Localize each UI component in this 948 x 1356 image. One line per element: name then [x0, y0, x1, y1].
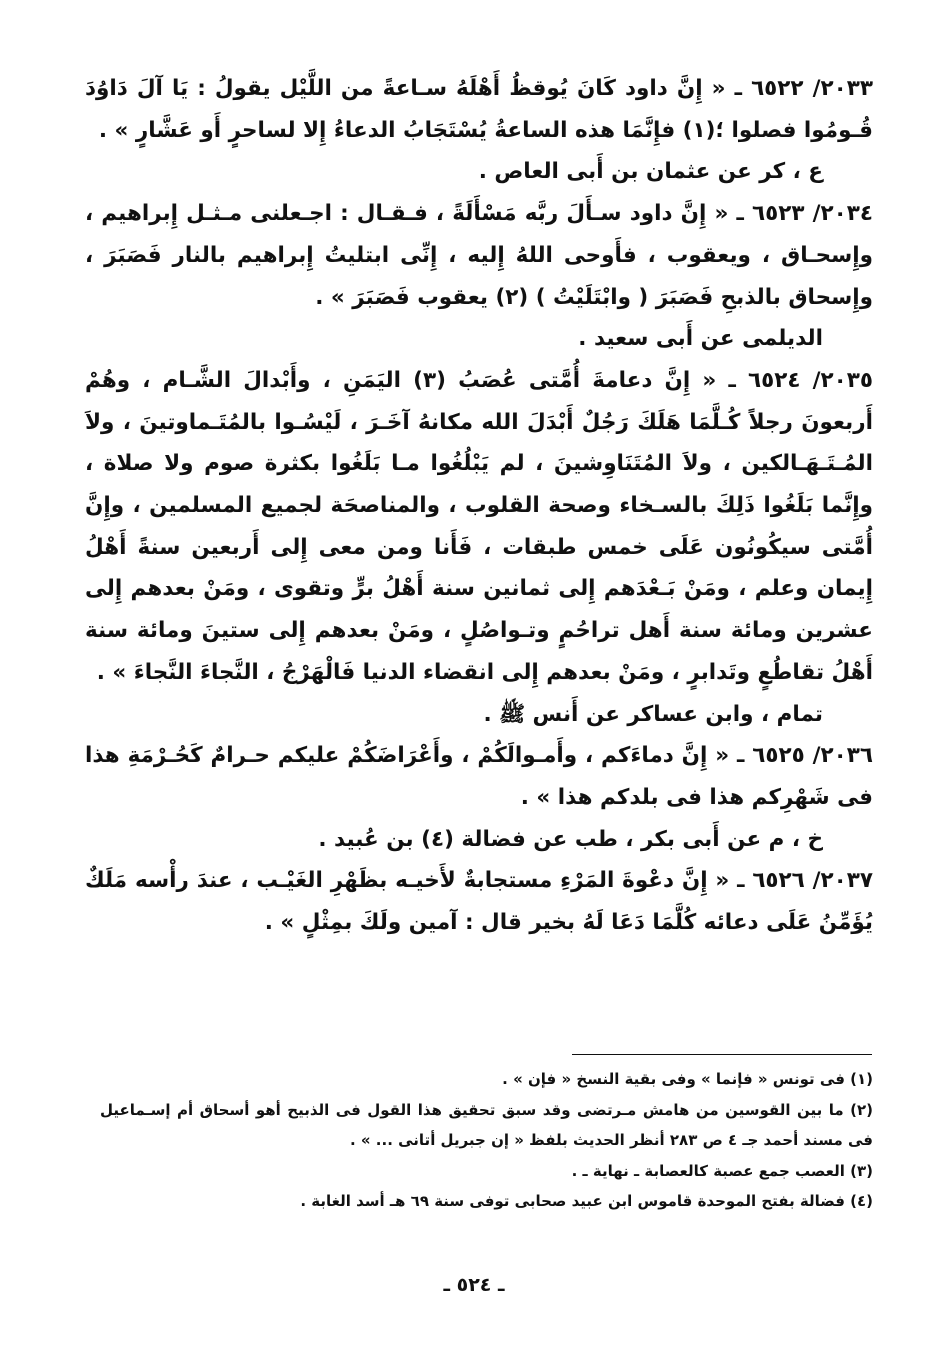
footnote-divider — [572, 1054, 872, 1055]
footnotes — [100, 1064, 873, 1217]
page-number: ـ ٥٢٤ ـ — [443, 1274, 505, 1296]
main-text — [85, 68, 873, 944]
source-2036: خ ، م عن أَبى بكر ، طب عن فضالة (٤) بن عُبيد . — [318, 826, 823, 852]
source-2035: تمام ، وابن عساكر عن أَنس ﷺ . — [483, 701, 823, 727]
source-2034: الديلمى عن أَبى سعيد . — [578, 326, 823, 352]
footnote-4: (٤) فضالة بفتح الموحدة قاموس ابن عبيد صحابى توفى سنة ٦٩ هـ أسد الغابة . — [300, 1192, 873, 1210]
hadith-2033: ٢٠٣٣/ ٦٥٢٢ ـ « إِنَّ داود كَانَ يُوقظُ أَهْلَهُ سـاعةً من اللَّيْل يقولُ : يَا آلَ دَاوُدَ قُـومُوا فصلوا ؛(١) فإِنَّمَا هذه الساعةُ يُسْتَجَابُ الدعاءُ إِلا لساحرٍ أَو عَشَّارٍ » . — [85, 76, 873, 143]
hadith-2034: ٢٠٣٤/ ٦٥٢٣ ـ « إِنَّ داود سـأَلَ ربَّه مَسْأَلَةً ، فـقـال : اجـعلنى مـثـل إِبراهيم ، وإِسحـاق ، ويعقوب ، فأَوحى اللهُ إِليه ، إِنِّى ابتليتُ إِبراهيم بالنار فَصَبَرَ ، وإِسحاق بالذبحِ فَصَبَرَ ( وابْتَلَيْتُ ) (٢) يعقوب فَصَبَرَ » . — [85, 201, 874, 310]
hadith-2037: ٢٠٣٧/ ٦٥٢٦ ـ « إِنَّ دعْوةَ المَرْءِ مستجابةٌ لأَخيـه بظَهْرِ الغَيْـب ، عندَ رأْسه مَلَكٌ يُؤَمِّنُ عَلَى دعائه كُلَّمَا دَعَا لَهُ بخير قال : آمين ولَكَ بمِثْلٍ » . — [85, 868, 873, 936]
hadith-2036: ٢٠٣٦/ ٦٥٢٥ ـ « إِنَّ دماءَكم ، وأَمـوالَكُمْ ، وأَعْرَاضَكُمْ عليكم حـرامٌ كَحُـرْمَةِ هذا فى شَهْرِكم هذا فى بلدكم هذا » . — [85, 743, 873, 810]
footnote-3: (٣) العصب جمع عصبة كالعصابة ـ نهاية ـ . — [571, 1161, 873, 1180]
source-2033: ع ، كر عن عثمان بن أَبى العاص . — [478, 159, 823, 185]
hadith-2035: ٢٠٣٥/ ٦٥٢٤ ـ « إِنَّ دعامةَ أُمَّتى عُصَبُ (٣) اليَمَنِ ، وأَبْدالَ الشَّـام ، وهُمْ أَربعونَ رجلاً كُـلَّمَا هَلَكَ رَجُلٌ أَبْدَلَ الله مكانهُ آخَـرَ ، لَيْسُـوا بالمُتَـماوتينَ ، ولاَ المُـتَـهَـالكين ، ولاَ المُتَنَاوِشينَ ، لم يَبْلُغُوا مـا بَلَغُوا بكثرة صوم ولا صلاة ، وإِنَّما بَلَغُوا ذَلِكَ بالسـخاء وصحة القلوب ، والمناصحَة لجميع المسلمين ، وإِنَّ أُمَّتى سيكُونُون عَلَى خمس طبقات ، فَأَنا ومن معى إِلى أَربعين سنةً أَهْلُ إِيمان وعلم ، ومَنْ بَـعْدَهم إِلى ثمانين سنة أَهْلُ برٍّ وتقوى ، ومَنْ بعدهم إِلى عشرين ومائة سنة أَهل تراحُمٍ وتـواصُلٍ ، ومَنْ بعدهم إِلى ستينَ ومائة سنة أَهْلُ تقاطُعٍ وتَدابرٍ ، ومَنْ بعدهم إِلى انقضاء الدنيا فَالْهَرْجُ ، النَّجاءَ النَّجاءَ » . — [85, 367, 873, 685]
footnote-2: (٢) ما بين القوسين من هامش مـرتضى وقد سبق تحقيق هذا القول فى الذبيح أهو أسحاق أم إسـماعيل فى مسند أحمد جـ ٤ ص ٢٨٣ أنظر الحديث بلفظ « إن جبريل أتانى ... » . — [100, 1100, 873, 1149]
footnote-1: (١) فى تونس « فإنما » وفى بقية النسخ « فإن » . — [502, 1070, 873, 1088]
